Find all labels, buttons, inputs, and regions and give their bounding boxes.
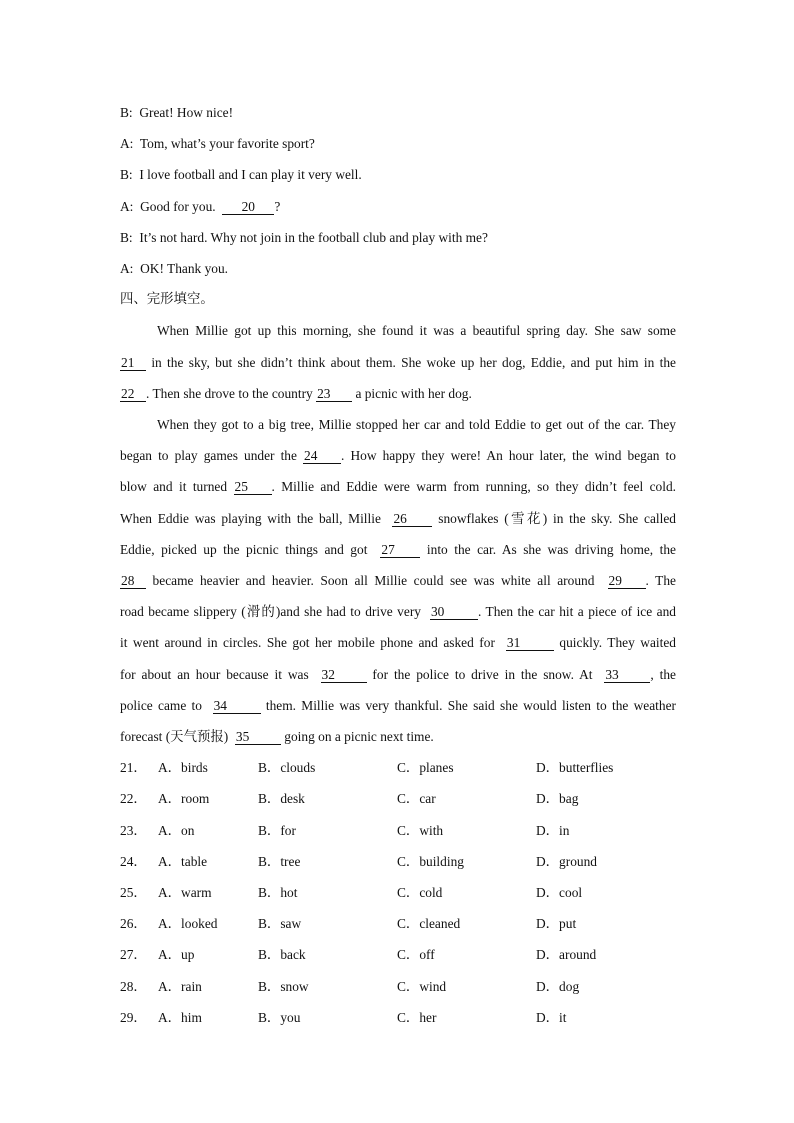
- passage-line: [120, 596, 676, 627]
- answer-blank[interactable]: 28: [120, 573, 146, 589]
- question-number: 28．: [120, 978, 147, 994]
- passage-text: , the: [650, 666, 676, 682]
- question-row: [120, 971, 676, 1002]
- dialogue-text: OK! Thank you.: [140, 261, 229, 277]
- answer-blank[interactable]: 34: [213, 698, 261, 714]
- speaker-label: A:: [120, 261, 134, 277]
- option-a[interactable]: A．rain: [158, 978, 202, 994]
- question-row: [120, 783, 676, 814]
- dialogue-line: [120, 128, 676, 159]
- answer-blank[interactable]: 25: [234, 479, 272, 495]
- passage-text: When Millie got up this morning, she found it was a beautiful spring day. She saw some: [157, 323, 676, 339]
- passage-line: [120, 471, 676, 502]
- option-d[interactable]: D．cool: [536, 885, 583, 901]
- passage-line: [120, 627, 676, 658]
- answer-blank[interactable]: 27: [380, 542, 420, 558]
- option-a[interactable]: A．table: [158, 853, 208, 869]
- passage-text: in the sky, but she didn’t think about them. She woke up her dog, Eddie, and put him in the: [146, 354, 676, 370]
- question-number: 29．: [120, 1009, 147, 1025]
- section-heading: 四、完形填空。: [120, 292, 214, 308]
- answer-blank[interactable]: 31: [506, 635, 554, 651]
- option-a[interactable]: A．him: [158, 1009, 202, 1025]
- question-number: 25．: [120, 885, 147, 901]
- passage-text: Eddie, picked up the picnic things and got: [120, 541, 368, 557]
- dialogue-text: I love football and I can play it very well.: [139, 167, 362, 183]
- passage-text: . The: [645, 573, 676, 589]
- answer-blank[interactable]: 22: [120, 386, 146, 402]
- dialogue-text: ?: [274, 198, 281, 214]
- question-row: [120, 877, 676, 908]
- dialogue-line: [120, 97, 676, 128]
- option-b[interactable]: B．for: [258, 822, 296, 838]
- passage-line: [120, 409, 676, 440]
- option-a[interactable]: A．warm: [158, 885, 212, 901]
- answer-blank[interactable]: 24: [303, 448, 341, 464]
- passage-line: [120, 440, 676, 471]
- passage-paragraph: [120, 315, 676, 409]
- question-row: [120, 815, 676, 846]
- speaker-label: A:: [120, 198, 134, 214]
- speaker-label: B:: [120, 167, 133, 183]
- passage-text: When Eddie was playing with the ball, Millie: [120, 510, 381, 526]
- answer-blank[interactable]: 30: [430, 604, 478, 620]
- speaker-label: A:: [120, 136, 134, 152]
- passage-text: . How happy they were! An hour later, the wind began to: [341, 448, 676, 464]
- option-b[interactable]: B．back: [258, 947, 306, 963]
- passage-text: police came to: [120, 697, 202, 713]
- answer-blank[interactable]: 32: [321, 667, 367, 683]
- option-c[interactable]: C．cold: [397, 885, 443, 901]
- option-a[interactable]: A．birds: [158, 760, 208, 776]
- passage-text: When they got to a big tree, Millie stopped her car and told Eddie to get out of the car. They: [157, 417, 676, 433]
- option-c[interactable]: C．car: [397, 791, 436, 807]
- option-b[interactable]: B．clouds: [258, 760, 316, 776]
- option-c[interactable]: C．off: [397, 947, 435, 963]
- option-c[interactable]: C．wind: [397, 978, 447, 994]
- dialogue-line: [120, 159, 676, 190]
- option-d[interactable]: D．ground: [536, 853, 597, 869]
- passage-text: . Millie and Eddie were warm from running, so they didn’t feel cold.: [271, 479, 677, 495]
- passage-paragraph: [120, 409, 676, 752]
- passage-line: [120, 503, 676, 534]
- passage-text: for about an hour because it was: [120, 666, 309, 682]
- option-d[interactable]: D．it: [536, 1009, 567, 1025]
- passage-text: quickly. They waited: [553, 635, 676, 651]
- option-a[interactable]: A．up: [158, 947, 195, 963]
- question-row: [120, 752, 676, 783]
- option-c[interactable]: C．planes: [397, 760, 454, 776]
- passage-text: became heavier and heavier. Soon all Millie could see was white all around: [146, 573, 595, 589]
- passage-text: for the police to drive in the snow. At: [366, 666, 593, 682]
- answer-blank[interactable]: 35: [235, 729, 281, 745]
- option-d[interactable]: D．bag: [536, 791, 579, 807]
- option-d[interactable]: D．put: [536, 916, 577, 932]
- option-d[interactable]: D．in: [536, 822, 570, 838]
- passage-text: road became slippery (滑的)and she had to drive very: [120, 604, 421, 620]
- dialogue-line: [120, 253, 676, 284]
- option-a[interactable]: A．room: [158, 791, 210, 807]
- option-d[interactable]: D．butterflies: [536, 760, 614, 776]
- option-b[interactable]: B．tree: [258, 853, 301, 869]
- answer-blank[interactable]: 33: [604, 667, 650, 683]
- option-d[interactable]: D．dog: [536, 978, 580, 994]
- dialogue-text: Good for you.: [140, 198, 216, 214]
- question-number: 22．: [120, 791, 147, 807]
- passage-text: a picnic with her dog.: [352, 385, 472, 401]
- question-row: [120, 846, 676, 877]
- question-row: [120, 908, 676, 939]
- speaker-label: B:: [120, 105, 133, 120]
- dialogue: [120, 97, 676, 284]
- option-b[interactable]: B．snow: [258, 978, 309, 994]
- option-c[interactable]: C．with: [397, 822, 444, 838]
- option-a[interactable]: A．on: [158, 822, 195, 838]
- question-row: [120, 1002, 676, 1033]
- option-b[interactable]: B．you: [258, 1009, 301, 1025]
- passage-line: [120, 378, 676, 409]
- dialogue-line: [120, 191, 676, 222]
- option-c[interactable]: C．her: [397, 1009, 437, 1025]
- answer-blank[interactable]: 21: [120, 355, 146, 371]
- dialogue-text: It’s not hard. Why not join in the football club and play with me?: [139, 229, 488, 245]
- question-number: 24．: [120, 853, 147, 869]
- passage-text: going on a picnic next time.: [280, 729, 434, 745]
- answer-blank[interactable]: 23: [316, 386, 352, 402]
- dialogue-text: Tom, what’s your favorite sport?: [139, 136, 315, 152]
- passage-line: [120, 721, 676, 752]
- passage-text: snowflakes (雪花) in the sky. She called: [432, 510, 676, 526]
- question-number: 27．: [120, 947, 147, 963]
- speaker-label: B:: [120, 229, 133, 245]
- passage-text: blow and it turned: [120, 479, 228, 495]
- options-list: [120, 752, 676, 1033]
- question-number: 26．: [120, 916, 147, 932]
- question-number: 21．: [120, 760, 147, 776]
- passage-text: forecast (天气预报): [120, 729, 229, 745]
- passage-line: [120, 565, 676, 596]
- passage-line: [120, 347, 676, 378]
- passage-text: began to play games under the: [120, 448, 297, 464]
- dialogue-line: [120, 222, 676, 253]
- passage-text: into the car. As she was driving home, the: [420, 541, 677, 557]
- worksheet-page: [120, 97, 676, 1033]
- option-c[interactable]: C．building: [397, 853, 464, 869]
- answer-blank[interactable]: 20: [222, 199, 274, 215]
- dialogue-text: Great! How nice!: [139, 105, 234, 120]
- option-b[interactable]: B．desk: [258, 791, 305, 807]
- passage-text: . Then she drove to the country: [146, 385, 313, 401]
- passage-text: . Then the car hit a piece of ice and: [477, 604, 677, 620]
- answer-blank[interactable]: 29: [608, 573, 646, 589]
- question-row: [120, 939, 676, 970]
- option-d[interactable]: D．around: [536, 947, 597, 963]
- passage-text: them. Millie was very thankful. She said she would listen to the weather: [260, 697, 677, 713]
- passage-line: [120, 534, 676, 565]
- passage-text: it went around in circles. She got her mobile phone and asked for: [120, 635, 495, 651]
- option-b[interactable]: B．saw: [258, 916, 302, 932]
- passage-line: [120, 315, 676, 346]
- answer-blank[interactable]: 26: [392, 511, 432, 527]
- option-b[interactable]: B．hot: [258, 885, 298, 901]
- passage-line: [120, 690, 676, 721]
- question-number: 23．: [120, 822, 147, 838]
- option-c[interactable]: C．cleaned: [397, 916, 461, 932]
- passage-line: [120, 659, 676, 690]
- option-a[interactable]: A．looked: [158, 916, 218, 932]
